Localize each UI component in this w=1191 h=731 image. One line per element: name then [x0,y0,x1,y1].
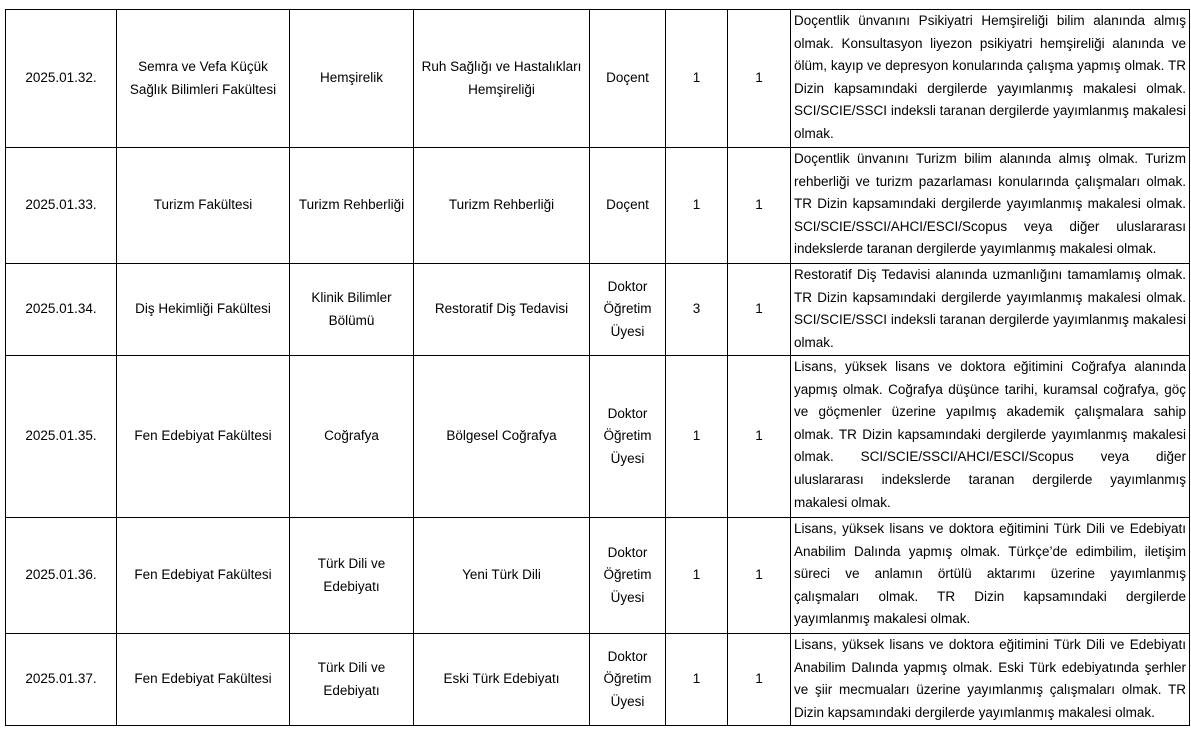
program-cell: Bölgesel Coğrafya [414,356,590,518]
requirements-cell: Doçentlik ünvanını Turizm bilim alanında almış olmak. Turizm rehberliği ve turizm pazarlaması konularında çalışmaları olmak. TR Dizin kapsamındaki dergilerde yayımlanmış makalesi olmak. SCI/SCIE/SSCI/AHCI/ESCI/Scopus veya diğer uluslararası indekslerde taranan dergilerde yayımlanmış makalesi olmak. [791,148,1190,264]
degree-cell: 1 [666,634,728,726]
program-cell: Yeni Türk Dili [414,518,590,634]
title-cell: Doktor Öğretim Üyesi [590,518,666,634]
department-cell: Klinik Bilimler Bölümü [290,264,414,356]
degree-cell: 3 [666,264,728,356]
program-cell: Restoratif Diş Tedavisi [414,264,590,356]
department-cell: Türk Dili ve Edebiyatı [290,634,414,726]
count-cell: 1 [728,356,791,518]
table-row [6,148,1190,264]
title-cell: Doktor Öğretim Üyesi [590,356,666,518]
table-row [6,264,1190,356]
department-cell: Hemşirelik [290,10,414,148]
position-code: 2025.01.32. [6,10,117,148]
position-code: 2025.01.33. [6,148,117,264]
requirements-cell: Lisans, yüksek lisans ve doktora eğitimini Türk Dili ve Edebiyatı Anabilim Dalında yapmış olmak. Türkçe’de edimbilim, iletişim süreci ve anlamın örtülü aktarımı üzerine yayımlanmış çalışmaları olmak. TR Dizin kapsamındaki dergilerde yayımlanmış makalesi olmak. [791,518,1190,634]
degree-cell: 1 [666,10,728,148]
department-cell: Turizm Rehberliği [290,148,414,264]
faculty-cell: Turizm Fakültesi [117,148,290,264]
positions-table [5,9,1190,726]
requirements-cell: Restoratif Diş Tedavisi alanında uzmanlığını tamamlamış olmak. TR Dizin kapsamındaki dergilerde yayımlanmış makalesi olmak. SCI/SCIE/SSCI indeksli taranan dergilerde yayımlanmış makalesi olmak. [791,264,1190,356]
degree-cell: 1 [666,356,728,518]
position-code: 2025.01.36. [6,518,117,634]
table-row [6,356,1190,518]
degree-cell: 1 [666,148,728,264]
faculty-cell: Fen Edebiyat Fakültesi [117,356,290,518]
program-cell: Ruh Sağlığı ve Hastalıkları Hemşireliği [414,10,590,148]
table-row [6,634,1190,726]
position-code: 2025.01.37. [6,634,117,726]
title-cell: Doktor Öğretim Üyesi [590,264,666,356]
department-cell: Türk Dili ve Edebiyatı [290,518,414,634]
requirements-cell: Lisans, yüksek lisans ve doktora eğitimini Türk Dili ve Edebiyatı Anabilim Dalında yapmış olmak. Eski Türk edebiyatında şerhler ve şiir mecmuaları üzerine yayımlanmış çalışmaları olmak. TR Dizin kapsamındaki dergilerde yayımlanmış makalesi olmak. [791,634,1190,726]
program-cell: Turizm Rehberliği [414,148,590,264]
requirements-cell: Doçentlik ünvanını Psikiyatri Hemşireliği bilim alanında almış olmak. Konsultasyon liyezon psikiyatri hemşireliği alanında ve ölüm, kayıp ve depresyon konularında çalışma yapmış olmak. TR Dizin kapsamındaki dergilerde yayımlanmış makalesi olmak. SCI/SCIE/SSCI indeksli taranan dergilerde yayımlanmış makalesi olmak. [791,10,1190,148]
faculty-cell: Fen Edebiyat Fakültesi [117,634,290,726]
degree-cell: 1 [666,518,728,634]
title-cell: Doktor Öğretim Üyesi [590,634,666,726]
count-cell: 1 [728,634,791,726]
department-cell: Coğrafya [290,356,414,518]
count-cell: 1 [728,518,791,634]
count-cell: 1 [728,148,791,264]
table-row [6,518,1190,634]
table-row [6,10,1190,148]
faculty-cell: Diş Hekimliği Fakültesi [117,264,290,356]
title-cell: Doçent [590,10,666,148]
program-cell: Eski Türk Edebiyatı [414,634,590,726]
faculty-cell: Fen Edebiyat Fakültesi [117,518,290,634]
title-cell: Doçent [590,148,666,264]
count-cell: 1 [728,10,791,148]
faculty-cell: Semra ve Vefa Küçük Sağlık Bilimleri Fakültesi [117,10,290,148]
position-code: 2025.01.34. [6,264,117,356]
count-cell: 1 [728,264,791,356]
position-code: 2025.01.35. [6,356,117,518]
requirements-cell: Lisans, yüksek lisans ve doktora eğitimini Coğrafya alanında yapmış olmak. Coğrafya düşünce tarihi, kuramsal coğrafya, göç ve göçmenler üzerine yapılmış akademik çalışmalara sahip olmak. TR Dizin kapsamındaki dergilerde yayımlanmış makalesi olmak. SCI/SCIE/SSCI/AHCI/ESCI/Scopus veya diğer uluslararası indekslerde taranan dergilerde yayımlanmış makalesi olmak. [791,356,1190,518]
